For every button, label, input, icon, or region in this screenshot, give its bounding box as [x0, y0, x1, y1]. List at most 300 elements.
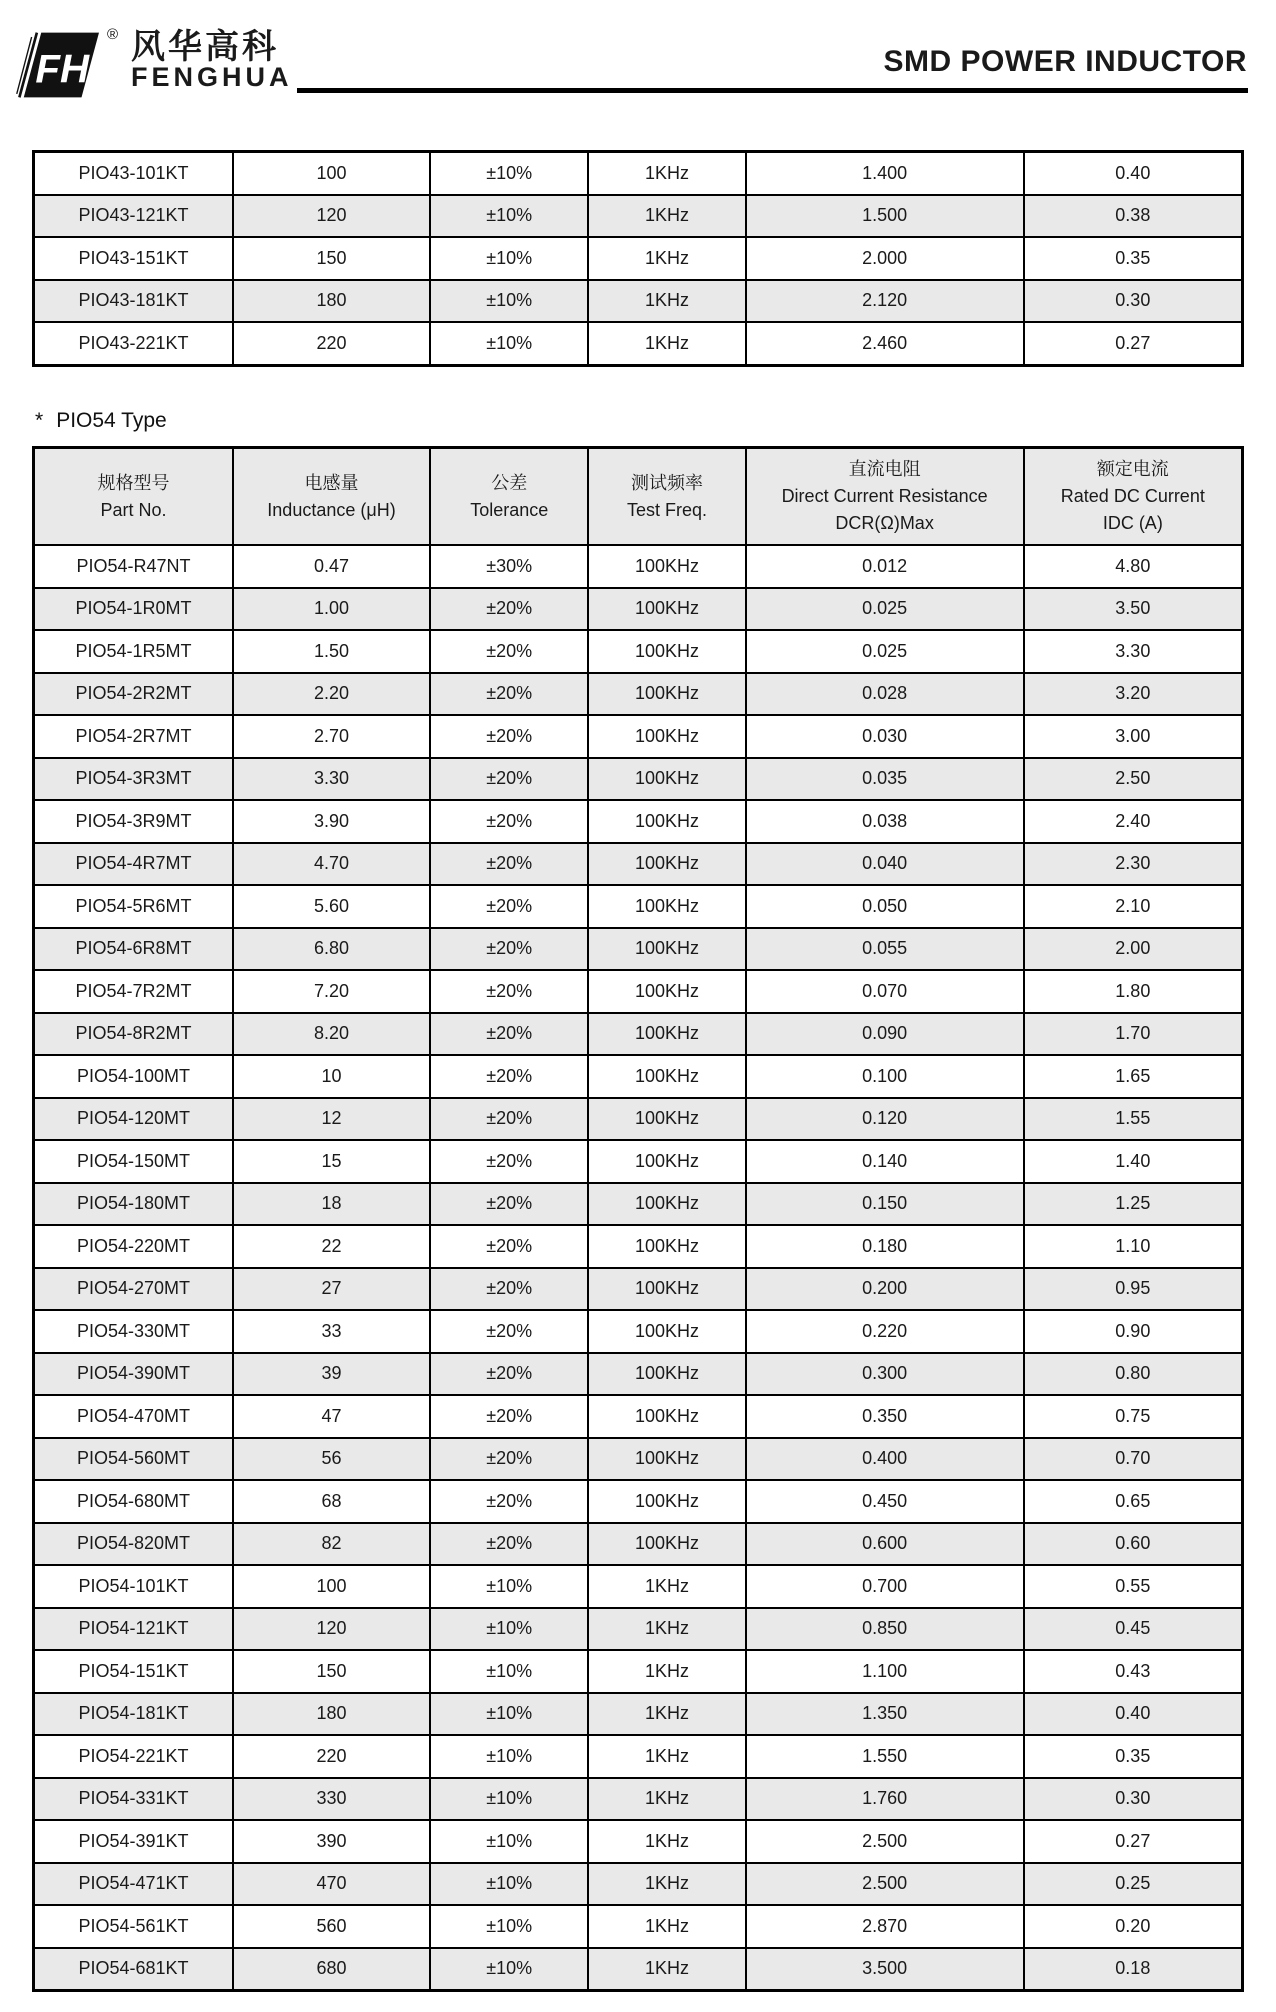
cell-idc: 0.18: [1024, 1948, 1243, 1991]
cell-test-freq: 1KHz: [588, 152, 745, 195]
cell-idc: 4.80: [1024, 545, 1243, 588]
cell-inductance: 6.80: [233, 928, 430, 971]
cell-inductance: 100: [233, 152, 430, 195]
column-header-line: Direct Current Resistance: [781, 486, 988, 506]
table-row: [34, 237, 1243, 280]
cell-tolerance: ±20%: [430, 1395, 588, 1438]
table-row: [34, 588, 1243, 631]
cell-test-freq: 100KHz: [588, 715, 745, 758]
cell-test-freq: 1KHz: [588, 1778, 745, 1821]
cell-part-no: PIO54-330MT: [34, 1310, 233, 1353]
cell-inductance: 3.30: [233, 758, 430, 801]
cell-idc: 2.40: [1024, 800, 1243, 843]
cell-idc: 3.00: [1024, 715, 1243, 758]
cell-inductance: 22: [233, 1225, 430, 1268]
column-header-line: 规格型号: [97, 472, 170, 493]
cell-inductance: 47: [233, 1395, 430, 1438]
cell-idc: 0.20: [1024, 1905, 1243, 1948]
table-row: [34, 1310, 1243, 1353]
fenghua-logo: [15, 26, 293, 101]
cell-part-no: PIO54-681KT: [34, 1948, 233, 1991]
cell-part-no: PIO54-R47NT: [34, 545, 233, 588]
header-divider: [297, 88, 1248, 93]
cell-idc: 0.80: [1024, 1353, 1243, 1396]
table-row: [34, 322, 1243, 365]
cell-test-freq: 1KHz: [588, 1735, 745, 1778]
cell-tolerance: ±10%: [430, 1863, 588, 1906]
column-header-line: Inductance (μH): [267, 499, 396, 520]
cell-part-no: PIO54-2R2MT: [34, 673, 233, 716]
brand-name-chinese: 风华高科: [131, 28, 279, 66]
cell-inductance: 18: [233, 1183, 430, 1226]
cell-tolerance: ±10%: [430, 152, 588, 195]
cell-idc: 0.43: [1024, 1650, 1243, 1693]
cell-test-freq: 100KHz: [588, 1523, 745, 1566]
cell-dcr: 0.028: [746, 673, 1024, 716]
table-row: [34, 1438, 1243, 1481]
cell-tolerance: ±10%: [430, 280, 588, 323]
cell-dcr: 0.350: [746, 1395, 1024, 1438]
table-row: [34, 1820, 1243, 1863]
cell-dcr: 1.350: [746, 1693, 1024, 1736]
cell-dcr: 2.500: [746, 1820, 1024, 1863]
cell-test-freq: 100KHz: [588, 1268, 745, 1311]
cell-tolerance: ±10%: [430, 1650, 588, 1693]
cell-test-freq: 1KHz: [588, 1565, 745, 1608]
cell-tolerance: ±20%: [430, 928, 588, 971]
table-row: [34, 758, 1243, 801]
table-row: [34, 1183, 1243, 1226]
cell-idc: 2.30: [1024, 843, 1243, 886]
cell-part-no: PIO54-151KT: [34, 1650, 233, 1693]
cell-inductance: 7.20: [233, 970, 430, 1013]
table-row: [34, 1225, 1243, 1268]
cell-dcr: 0.055: [746, 928, 1024, 971]
cell-part-no: PIO54-220MT: [34, 1225, 233, 1268]
cell-test-freq: 100KHz: [588, 928, 745, 971]
cell-part-no: PIO54-471KT: [34, 1863, 233, 1906]
cell-idc: 0.27: [1024, 322, 1243, 365]
cell-inductance: 180: [233, 1693, 430, 1736]
cell-inductance: 220: [233, 322, 430, 365]
cell-idc: 1.10: [1024, 1225, 1243, 1268]
cell-tolerance: ±10%: [430, 1608, 588, 1651]
cell-idc: 0.25: [1024, 1863, 1243, 1906]
cell-tolerance: ±20%: [430, 1523, 588, 1566]
table-header-row: [34, 448, 1243, 546]
cell-dcr: 2.460: [746, 322, 1024, 365]
cell-part-no: PIO54-8R2MT: [34, 1013, 233, 1056]
cell-tolerance: ±10%: [430, 1820, 588, 1863]
cell-tolerance: ±20%: [430, 885, 588, 928]
cell-part-no: PIO54-470MT: [34, 1395, 233, 1438]
table-row: [34, 1268, 1243, 1311]
cell-tolerance: ±10%: [430, 322, 588, 365]
cell-test-freq: 100KHz: [588, 1183, 745, 1226]
cell-tolerance: ±20%: [430, 1268, 588, 1311]
cell-inductance: 5.60: [233, 885, 430, 928]
cell-inductance: 12: [233, 1098, 430, 1141]
cell-part-no: PIO43-101KT: [34, 152, 233, 195]
cell-tolerance: ±10%: [430, 1905, 588, 1948]
cell-inductance: 33: [233, 1310, 430, 1353]
cell-tolerance: ±20%: [430, 1480, 588, 1523]
cell-tolerance: ±20%: [430, 1225, 588, 1268]
table-row: [34, 843, 1243, 886]
cell-test-freq: 100KHz: [588, 673, 745, 716]
cell-part-no: PIO43-121KT: [34, 195, 233, 238]
cell-idc: 2.10: [1024, 885, 1243, 928]
cell-test-freq: 1KHz: [588, 1948, 745, 1991]
cell-test-freq: 1KHz: [588, 1650, 745, 1693]
cell-test-freq: 100KHz: [588, 1353, 745, 1396]
pio43-table: [32, 150, 1244, 367]
cell-tolerance: ±20%: [430, 843, 588, 886]
cell-dcr: 0.600: [746, 1523, 1024, 1566]
cell-idc: 0.60: [1024, 1523, 1243, 1566]
cell-test-freq: 100KHz: [588, 758, 745, 801]
cell-idc: 0.40: [1024, 152, 1243, 195]
cell-idc: 2.50: [1024, 758, 1243, 801]
cell-tolerance: ±20%: [430, 715, 588, 758]
cell-test-freq: 100KHz: [588, 588, 745, 631]
brand-name-english: FENGHUA: [131, 62, 293, 92]
cell-tolerance: ±20%: [430, 1438, 588, 1481]
cell-dcr: 2.000: [746, 237, 1024, 280]
cell-dcr: 0.180: [746, 1225, 1024, 1268]
cell-part-no: PIO54-3R9MT: [34, 800, 233, 843]
cell-part-no: PIO43-181KT: [34, 280, 233, 323]
table-row: [34, 1140, 1243, 1183]
cell-part-no: PIO54-5R6MT: [34, 885, 233, 928]
cell-dcr: 1.500: [746, 195, 1024, 238]
cell-dcr: 0.700: [746, 1565, 1024, 1608]
section-marker: *: [35, 409, 44, 432]
cell-tolerance: ±20%: [430, 800, 588, 843]
column-header-dcr: [746, 448, 1024, 546]
cell-idc: 1.25: [1024, 1183, 1243, 1226]
cell-dcr: 0.100: [746, 1055, 1024, 1098]
column-header-line: IDC (A): [1102, 513, 1163, 533]
cell-inductance: 2.20: [233, 673, 430, 716]
cell-part-no: PIO54-2R7MT: [34, 715, 233, 758]
cell-test-freq: 100KHz: [588, 1055, 745, 1098]
cell-inductance: 2.70: [233, 715, 430, 758]
table-row: [34, 630, 1243, 673]
cell-dcr: 1.100: [746, 1650, 1024, 1693]
cell-inductance: 15: [233, 1140, 430, 1183]
cell-idc: 0.95: [1024, 1268, 1243, 1311]
cell-inductance: 150: [233, 237, 430, 280]
cell-part-no: PIO54-331KT: [34, 1778, 233, 1821]
cell-part-no: PIO54-1R0MT: [34, 588, 233, 631]
table-row: [34, 280, 1243, 323]
table-row: [34, 1013, 1243, 1056]
table-row: [34, 1353, 1243, 1396]
cell-test-freq: 1KHz: [588, 1608, 745, 1651]
cell-inductance: 3.90: [233, 800, 430, 843]
cell-part-no: PIO54-120MT: [34, 1098, 233, 1141]
cell-test-freq: 1KHz: [588, 1863, 745, 1906]
column-header-line: 公差: [491, 472, 528, 493]
cell-part-no: PIO54-150MT: [34, 1140, 233, 1183]
cell-dcr: 0.030: [746, 715, 1024, 758]
cell-tolerance: ±20%: [430, 1098, 588, 1141]
cell-dcr: 2.870: [746, 1905, 1024, 1948]
column-header-line: Tolerance: [470, 499, 549, 520]
cell-inductance: 150: [233, 1650, 430, 1693]
cell-part-no: PIO54-561KT: [34, 1905, 233, 1948]
pio54-section-heading: [35, 409, 167, 433]
column-header-line: 电感量: [304, 472, 359, 493]
table-row: [34, 1098, 1243, 1141]
cell-idc: 0.27: [1024, 1820, 1243, 1863]
cell-inductance: 8.20: [233, 1013, 430, 1056]
column-header-inductance: [233, 448, 430, 546]
table-row: [34, 545, 1243, 588]
cell-part-no: PIO54-221KT: [34, 1735, 233, 1778]
table-row: [34, 970, 1243, 1013]
cell-test-freq: 1KHz: [588, 322, 745, 365]
registered-trademark-symbol: ®: [106, 26, 118, 43]
cell-test-freq: 100KHz: [588, 1098, 745, 1141]
table-row: [34, 1735, 1243, 1778]
cell-tolerance: ±20%: [430, 1310, 588, 1353]
cell-idc: 0.70: [1024, 1438, 1243, 1481]
cell-tolerance: ±20%: [430, 1140, 588, 1183]
cell-test-freq: 100KHz: [588, 970, 745, 1013]
svg-text:FH: FH: [35, 46, 90, 92]
cell-test-freq: 100KHz: [588, 800, 745, 843]
cell-part-no: PIO54-121KT: [34, 1608, 233, 1651]
cell-part-no: PIO54-680MT: [34, 1480, 233, 1523]
table-row: [34, 1693, 1243, 1736]
cell-inductance: 0.47: [233, 545, 430, 588]
cell-test-freq: 1KHz: [588, 1820, 745, 1863]
cell-dcr: 3.500: [746, 1948, 1024, 1991]
column-header-line: Test Freq.: [626, 499, 708, 520]
cell-part-no: PIO43-151KT: [34, 237, 233, 280]
cell-test-freq: 1KHz: [588, 195, 745, 238]
cell-dcr: 0.200: [746, 1268, 1024, 1311]
table-row: [34, 1523, 1243, 1566]
cell-inductance: 120: [233, 1608, 430, 1651]
cell-test-freq: 100KHz: [588, 1140, 745, 1183]
cell-inductance: 560: [233, 1905, 430, 1948]
cell-test-freq: 1KHz: [588, 237, 745, 280]
cell-idc: 1.55: [1024, 1098, 1243, 1141]
cell-idc: 0.55: [1024, 1565, 1243, 1608]
cell-dcr: 1.550: [746, 1735, 1024, 1778]
cell-test-freq: 100KHz: [588, 1013, 745, 1056]
cell-test-freq: 100KHz: [588, 1438, 745, 1481]
cell-tolerance: ±20%: [430, 588, 588, 631]
table-row: [34, 673, 1243, 716]
cell-tolerance: ±20%: [430, 1183, 588, 1226]
cell-dcr: 0.040: [746, 843, 1024, 886]
cell-tolerance: ±10%: [430, 1778, 588, 1821]
cell-dcr: 0.090: [746, 1013, 1024, 1056]
cell-part-no: PIO54-391KT: [34, 1820, 233, 1863]
cell-dcr: 0.450: [746, 1480, 1024, 1523]
cell-inductance: 180: [233, 280, 430, 323]
cell-part-no: PIO54-1R5MT: [34, 630, 233, 673]
table-row: [34, 715, 1243, 758]
column-header-test-freq: [588, 448, 745, 546]
cell-tolerance: ±10%: [430, 1735, 588, 1778]
cell-inductance: 27: [233, 1268, 430, 1311]
cell-tolerance: ±10%: [430, 1565, 588, 1608]
cell-inductance: 390: [233, 1820, 430, 1863]
table-row: [34, 1480, 1243, 1523]
cell-part-no: PIO54-3R3MT: [34, 758, 233, 801]
cell-tolerance: ±10%: [430, 237, 588, 280]
column-header-line: Rated DC Current: [1060, 486, 1205, 506]
cell-inductance: 1.50: [233, 630, 430, 673]
cell-idc: 0.75: [1024, 1395, 1243, 1438]
column-header-line: 额定电流: [1096, 459, 1169, 479]
cell-idc: 0.45: [1024, 1608, 1243, 1651]
cell-inductance: 56: [233, 1438, 430, 1481]
cell-idc: 0.35: [1024, 237, 1243, 280]
page-title: SMD POWER INDUCTOR: [883, 45, 1247, 78]
cell-inductance: 330: [233, 1778, 430, 1821]
cell-idc: 1.65: [1024, 1055, 1243, 1098]
cell-inductance: 10: [233, 1055, 430, 1098]
table-row: [34, 1565, 1243, 1608]
cell-inductance: 1.00: [233, 588, 430, 631]
cell-dcr: 0.035: [746, 758, 1024, 801]
cell-tolerance: ±30%: [430, 545, 588, 588]
table-row: [34, 885, 1243, 928]
table-row: [34, 195, 1243, 238]
cell-dcr: 0.220: [746, 1310, 1024, 1353]
cell-inductance: 120: [233, 195, 430, 238]
cell-test-freq: 100KHz: [588, 1395, 745, 1438]
table-row: [34, 152, 1243, 195]
table-row: [34, 1055, 1243, 1098]
cell-tolerance: ±20%: [430, 1353, 588, 1396]
table-row: [34, 1778, 1243, 1821]
column-header-tolerance: [430, 448, 588, 546]
table-row: [34, 1395, 1243, 1438]
cell-idc: 3.50: [1024, 588, 1243, 631]
cell-idc: 0.30: [1024, 1778, 1243, 1821]
cell-part-no: PIO54-560MT: [34, 1438, 233, 1481]
cell-idc: 1.70: [1024, 1013, 1243, 1056]
cell-dcr: 0.150: [746, 1183, 1024, 1226]
cell-inductance: 39: [233, 1353, 430, 1396]
cell-test-freq: 1KHz: [588, 1905, 745, 1948]
cell-dcr: 0.070: [746, 970, 1024, 1013]
cell-test-freq: 100KHz: [588, 545, 745, 588]
cell-test-freq: 100KHz: [588, 843, 745, 886]
cell-idc: 0.40: [1024, 1693, 1243, 1736]
cell-dcr: 2.120: [746, 280, 1024, 323]
cell-inductance: 4.70: [233, 843, 430, 886]
table-row: [34, 928, 1243, 971]
cell-idc: 3.30: [1024, 630, 1243, 673]
cell-idc: 0.38: [1024, 195, 1243, 238]
cell-dcr: 1.400: [746, 152, 1024, 195]
cell-part-no: PIO54-390MT: [34, 1353, 233, 1396]
column-header-line: 测试频率: [631, 472, 703, 493]
cell-part-no: PIO54-101KT: [34, 1565, 233, 1608]
cell-dcr: 0.300: [746, 1353, 1024, 1396]
cell-inductance: 680: [233, 1948, 430, 1991]
cell-tolerance: ±10%: [430, 195, 588, 238]
cell-part-no: PIO54-270MT: [34, 1268, 233, 1311]
cell-tolerance: ±20%: [430, 1013, 588, 1056]
cell-idc: 0.90: [1024, 1310, 1243, 1353]
cell-test-freq: 1KHz: [588, 280, 745, 323]
cell-idc: 1.40: [1024, 1140, 1243, 1183]
cell-inductance: 82: [233, 1523, 430, 1566]
cell-test-freq: 100KHz: [588, 1310, 745, 1353]
cell-dcr: 1.760: [746, 1778, 1024, 1821]
table-row: [34, 1905, 1243, 1948]
section-title: PIO54 Type: [56, 409, 167, 432]
cell-part-no: PIO43-221KT: [34, 322, 233, 365]
cell-idc: 0.35: [1024, 1735, 1243, 1778]
cell-dcr: 0.050: [746, 885, 1024, 928]
column-header-line: 直流电阻: [848, 459, 921, 479]
cell-test-freq: 100KHz: [588, 630, 745, 673]
column-header-line: Part No.: [100, 499, 167, 520]
cell-part-no: PIO54-7R2MT: [34, 970, 233, 1013]
cell-dcr: 0.038: [746, 800, 1024, 843]
cell-tolerance: ±20%: [430, 673, 588, 716]
table-row: [34, 1608, 1243, 1651]
table-row: [34, 1948, 1243, 1991]
table-row: [34, 1650, 1243, 1693]
cell-inductance: 68: [233, 1480, 430, 1523]
cell-dcr: 0.850: [746, 1608, 1024, 1651]
cell-dcr: 0.025: [746, 588, 1024, 631]
cell-idc: 2.00: [1024, 928, 1243, 971]
table-row: [34, 800, 1243, 843]
cell-tolerance: ±20%: [430, 758, 588, 801]
cell-tolerance: ±10%: [430, 1693, 588, 1736]
cell-test-freq: 1KHz: [588, 1693, 745, 1736]
cell-part-no: PIO54-6R8MT: [34, 928, 233, 971]
cell-test-freq: 100KHz: [588, 1480, 745, 1523]
cell-inductance: 470: [233, 1863, 430, 1906]
cell-inductance: 100: [233, 1565, 430, 1608]
column-header-part-no: [34, 448, 233, 546]
column-header-line: DCR(Ω)Max: [835, 513, 934, 533]
cell-dcr: 2.500: [746, 1863, 1024, 1906]
cell-idc: 3.20: [1024, 673, 1243, 716]
cell-idc: 0.65: [1024, 1480, 1243, 1523]
cell-part-no: PIO54-180MT: [34, 1183, 233, 1226]
column-header-idc: [1024, 448, 1243, 546]
cell-part-no: PIO54-820MT: [34, 1523, 233, 1566]
cell-test-freq: 100KHz: [588, 1225, 745, 1268]
table-row: [34, 1863, 1243, 1906]
cell-tolerance: ±20%: [430, 970, 588, 1013]
fenghua-logo-icon: [15, 26, 118, 101]
cell-part-no: PIO54-4R7MT: [34, 843, 233, 886]
cell-dcr: 0.012: [746, 545, 1024, 588]
cell-part-no: PIO54-181KT: [34, 1693, 233, 1736]
brand-text-block: [131, 29, 293, 90]
cell-tolerance: ±20%: [430, 630, 588, 673]
cell-part-no: PIO54-100MT: [34, 1055, 233, 1098]
cell-tolerance: ±20%: [430, 1055, 588, 1098]
cell-idc: 1.80: [1024, 970, 1243, 1013]
cell-tolerance: ±10%: [430, 1948, 588, 1991]
